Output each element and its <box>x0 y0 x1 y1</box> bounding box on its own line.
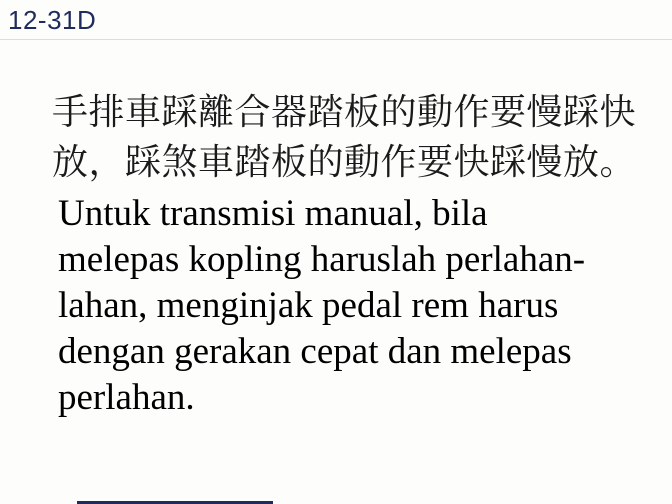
header-divider <box>0 39 672 40</box>
indonesian-text-line: melepas kopling haruslah perlahan- <box>58 239 586 280</box>
chinese-text-line: 手排車踩離合器踏板的動作要慢踩快 <box>52 92 637 133</box>
indonesian-text-line: Untuk transmisi manual, bila <box>58 193 488 234</box>
indonesian-text-line: perlahan. <box>58 377 195 418</box>
indonesian-text-line: dengan gerakan cepat dan melepas <box>58 331 572 372</box>
indonesian-paragraph <box>58 191 638 421</box>
chinese-paragraph <box>52 88 652 188</box>
slide-label: 12-31D <box>8 5 97 35</box>
indonesian-text-line: lahan, menginjak pedal rem harus <box>58 285 559 326</box>
chinese-text-line: 放，踩煞車踏板的動作要快踩慢放。 <box>52 142 637 183</box>
